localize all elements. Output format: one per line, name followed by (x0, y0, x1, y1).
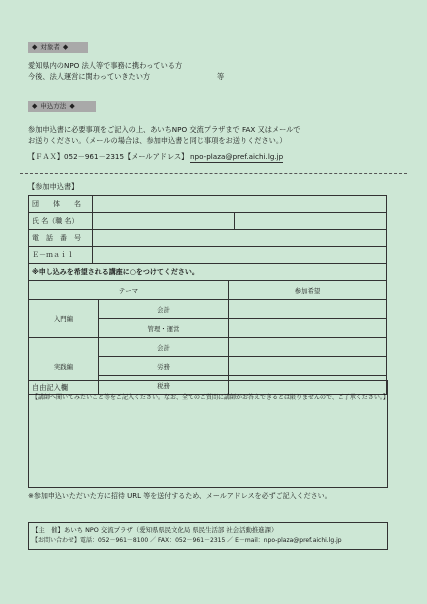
form-row (29, 230, 387, 247)
phone-field[interactable] (93, 230, 387, 247)
method-header-label: 申込方法 (40, 102, 67, 110)
table-row (29, 300, 387, 319)
footer-box (28, 522, 388, 550)
form-row-label: 団 体 名 (29, 196, 93, 213)
name-field[interactable] (93, 213, 235, 230)
theme-column-header: テーマ (29, 281, 229, 300)
diamond-icon: ◆ (32, 43, 38, 51)
form-row-label: 電 話 番 号 (29, 230, 93, 247)
form-row (29, 196, 387, 213)
course-item-label: 労務 (99, 357, 229, 376)
email-notice: ※参加申込いただいた方に招待 URL 等を送付するため、メールアドレスを必ずご記入ください。 (28, 492, 332, 500)
course-item-label: 管理・運営 (99, 319, 229, 338)
apply-checkbox-cell[interactable] (229, 300, 387, 319)
apply-checkbox-cell[interactable] (229, 357, 387, 376)
form-row (29, 213, 387, 230)
apply-checkbox-cell[interactable] (229, 319, 387, 338)
form-row (29, 247, 387, 264)
course-item-label: 税務 (99, 376, 229, 395)
target-line-1: 愛知県内のNPO 法人等で事務に携わっている方 (28, 61, 183, 70)
method-section-header (28, 101, 96, 112)
form-row-label: Ｅ－ｍａｉｌ (29, 247, 93, 264)
form-title: 【参加申込書】 (28, 182, 79, 191)
organization-name-field[interactable] (93, 196, 387, 213)
free-entry-note: 【講師へ聞いてみたいこと等をご記入ください。なお、全てのご質問に講師がお答えできるとは限りませんので、ご了承ください。】 (32, 394, 389, 401)
mail-address[interactable]: npo-plaza@pref.aichi.lg.jp (190, 152, 284, 161)
target-section-header (28, 42, 88, 53)
diamond-icon: ◆ (62, 43, 69, 51)
title-field[interactable] (235, 213, 387, 230)
footer-contact: 【お問い合わせ】電話：052－961－8100 ／ FAX：052－961－2315 ／ E－mail：npo-plaza@pref.aichi.lg.jp (32, 537, 342, 544)
course-group-label: 入門編 (29, 300, 99, 338)
mail-label: 【メールアドレス】 (124, 152, 189, 161)
target-line-2-suffix: 等 (217, 72, 225, 81)
course-instruction: ※申し込みを希望される講座に○をつけてください。 (29, 264, 387, 281)
table-row (29, 338, 387, 357)
course-selection-table (28, 280, 387, 395)
course-item-label: 会計 (99, 300, 229, 319)
cut-line-divider (20, 173, 407, 174)
form-row (29, 264, 387, 281)
target-header-label: 対象者 (40, 43, 60, 51)
free-entry-box[interactable] (28, 380, 388, 488)
method-line-2: お送りください。（メールの場合は、参加申込書と同じ事項をお送りください。） (28, 136, 287, 145)
course-group-label: 実践編 (29, 338, 99, 395)
application-form-table (28, 195, 387, 281)
fax-label: 【ＦＡＸ】052－961－2315 (28, 152, 125, 161)
diamond-icon: ◆ (69, 102, 75, 110)
footer-host: 【主 催】あいち NPO 交流プラザ（愛知県県民文化局 県民生活部 社会活動推進課） (32, 526, 278, 534)
email-field[interactable] (93, 247, 387, 264)
free-entry-title: 自由記入欄 (32, 383, 68, 392)
apply-column-header: 参加希望 (229, 281, 387, 300)
course-item-label: 会計 (99, 338, 229, 357)
method-line-1: 参加申込書に必要事項をご記入の上、あいちNPO 交流プラザまで FAX 又はメールで (28, 125, 301, 134)
apply-checkbox-cell[interactable] (229, 338, 387, 357)
course-header-row (29, 281, 387, 300)
diamond-icon: ◆ (32, 102, 38, 110)
form-row-label: 氏 名（職 名） (29, 213, 93, 230)
target-line-2: 今後、法人運営に関わっていきたい方 (28, 72, 151, 81)
